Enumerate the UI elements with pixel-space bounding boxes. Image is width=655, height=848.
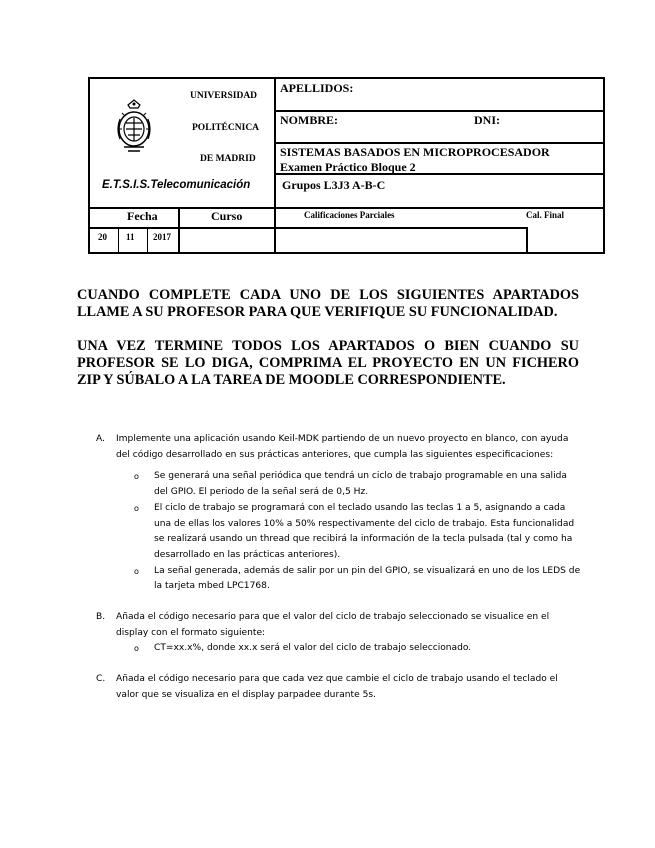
task-b-bullet-1 bbox=[96, 641, 582, 657]
instruction-submit: UNA VEZ TERMINE TODOS LOS APARTADOS O BIEN CUANDO SU PROFESOR SE LO DIGA, COMPRIMA EL PROYECTO EN UN FICHERO ZIP Y SÚBALO A LA TAREA DE MOODLE CORRESPONDIENTE. bbox=[77, 338, 579, 388]
instruction-verify: CUANDO COMPLETE CADA UNO DE LOS SIGUIENTES APARTADOS LLAME A SU PROFESOR PARA QUE VERIFIQUE SU FUNCIONALIDAD. bbox=[77, 287, 579, 320]
curso-label: Curso bbox=[211, 209, 243, 223]
dni-label: DNI: bbox=[474, 113, 500, 127]
task-a-bullet-1 bbox=[96, 469, 582, 500]
task-c-label: C. bbox=[96, 674, 106, 685]
university-line1: UNIVERSIDAD bbox=[190, 91, 258, 101]
exam-header-table bbox=[88, 77, 605, 254]
cal-final-label: Cal. Final bbox=[526, 210, 565, 220]
date-day: 20 bbox=[98, 232, 107, 242]
task-c bbox=[96, 672, 582, 703]
task-b-label: B. bbox=[96, 612, 106, 623]
calificaciones-label: Calificaciones Parciales bbox=[304, 210, 395, 220]
subject-title: SISTEMAS BASADOS EN MICROPROCESADOR bbox=[280, 145, 550, 159]
task-b-bullet-1-text: CT=xx.x%, donde xx.x será el valor del ciclo de trabajo seleccionado. bbox=[154, 643, 472, 654]
task-a-bullet-3 bbox=[96, 564, 582, 595]
task-c-text: Añada el código necesario para que cada vez que cambie el ciclo de trabajo usando el teclado el valor que se visualiza en el display parpadee durante 5s. bbox=[116, 674, 558, 700]
groups-label: Grupos L3J3 A-B-C bbox=[282, 178, 386, 192]
date-year: 2017 bbox=[153, 232, 171, 242]
university-line3: DE MADRID bbox=[200, 154, 256, 164]
bullet-icon: o bbox=[134, 644, 139, 654]
task-a-bullet-1-text: Se generará una señal periódica que tendrá un ciclo de trabajo programable en una salida del GPIO. El periodo de la señal será de 0,5 Hz. bbox=[154, 471, 567, 498]
school-name: E.T.S.I.S.Telecomunicación bbox=[102, 179, 251, 191]
task-list bbox=[96, 432, 582, 704]
task-a-bullet-2 bbox=[96, 501, 582, 564]
fecha-label: Fecha bbox=[127, 209, 158, 223]
bullet-icon: o bbox=[134, 472, 139, 482]
task-a-text: Implemente una aplicación usando Keil-MDK partiendo de un nuevo proyecto en blanco, con ayuda del código desarrollado en sus prácticas anteriores, que cumpla las siguientes especificaciones: bbox=[116, 434, 569, 460]
task-a-bullet-3-text: La señal generada, además de salir por un pin del GPIO, se visualizará en uno de los LEDS de la tarjeta mbed LPC1768. bbox=[154, 565, 581, 592]
apellidos-label: APELLIDOS: bbox=[280, 81, 354, 95]
task-a-bullet-2-text: El ciclo de trabajo se programará con el teclado usando las teclas 1 a 5, asignando a cada una de ellas los valores 10% a 50% respectivamente del ciclo de trabajo. Esta funcionalidad se realizará usando un thread que recibirá la información de la tecla pulsada (tal y como ha desarrollado en las prácticas anteriores). bbox=[154, 502, 575, 560]
bullet-icon: o bbox=[134, 503, 139, 513]
date-month: 11 bbox=[126, 232, 135, 242]
task-b-text: Añada el código necesario para que el valor del ciclo de trabajo seleccionado se visualice en el display con el formato siguiente: bbox=[116, 612, 550, 638]
task-a-label: A. bbox=[96, 434, 105, 444]
university-crest-icon bbox=[114, 99, 154, 155]
exam-title: Examen Práctico Bloque 2 bbox=[280, 160, 416, 174]
nombre-label: NOMBRE: bbox=[280, 113, 338, 127]
university-line2: POLITÉCNICA bbox=[192, 123, 260, 133]
task-b bbox=[96, 610, 582, 641]
task-a bbox=[96, 432, 582, 463]
bullet-icon: o bbox=[134, 566, 139, 576]
